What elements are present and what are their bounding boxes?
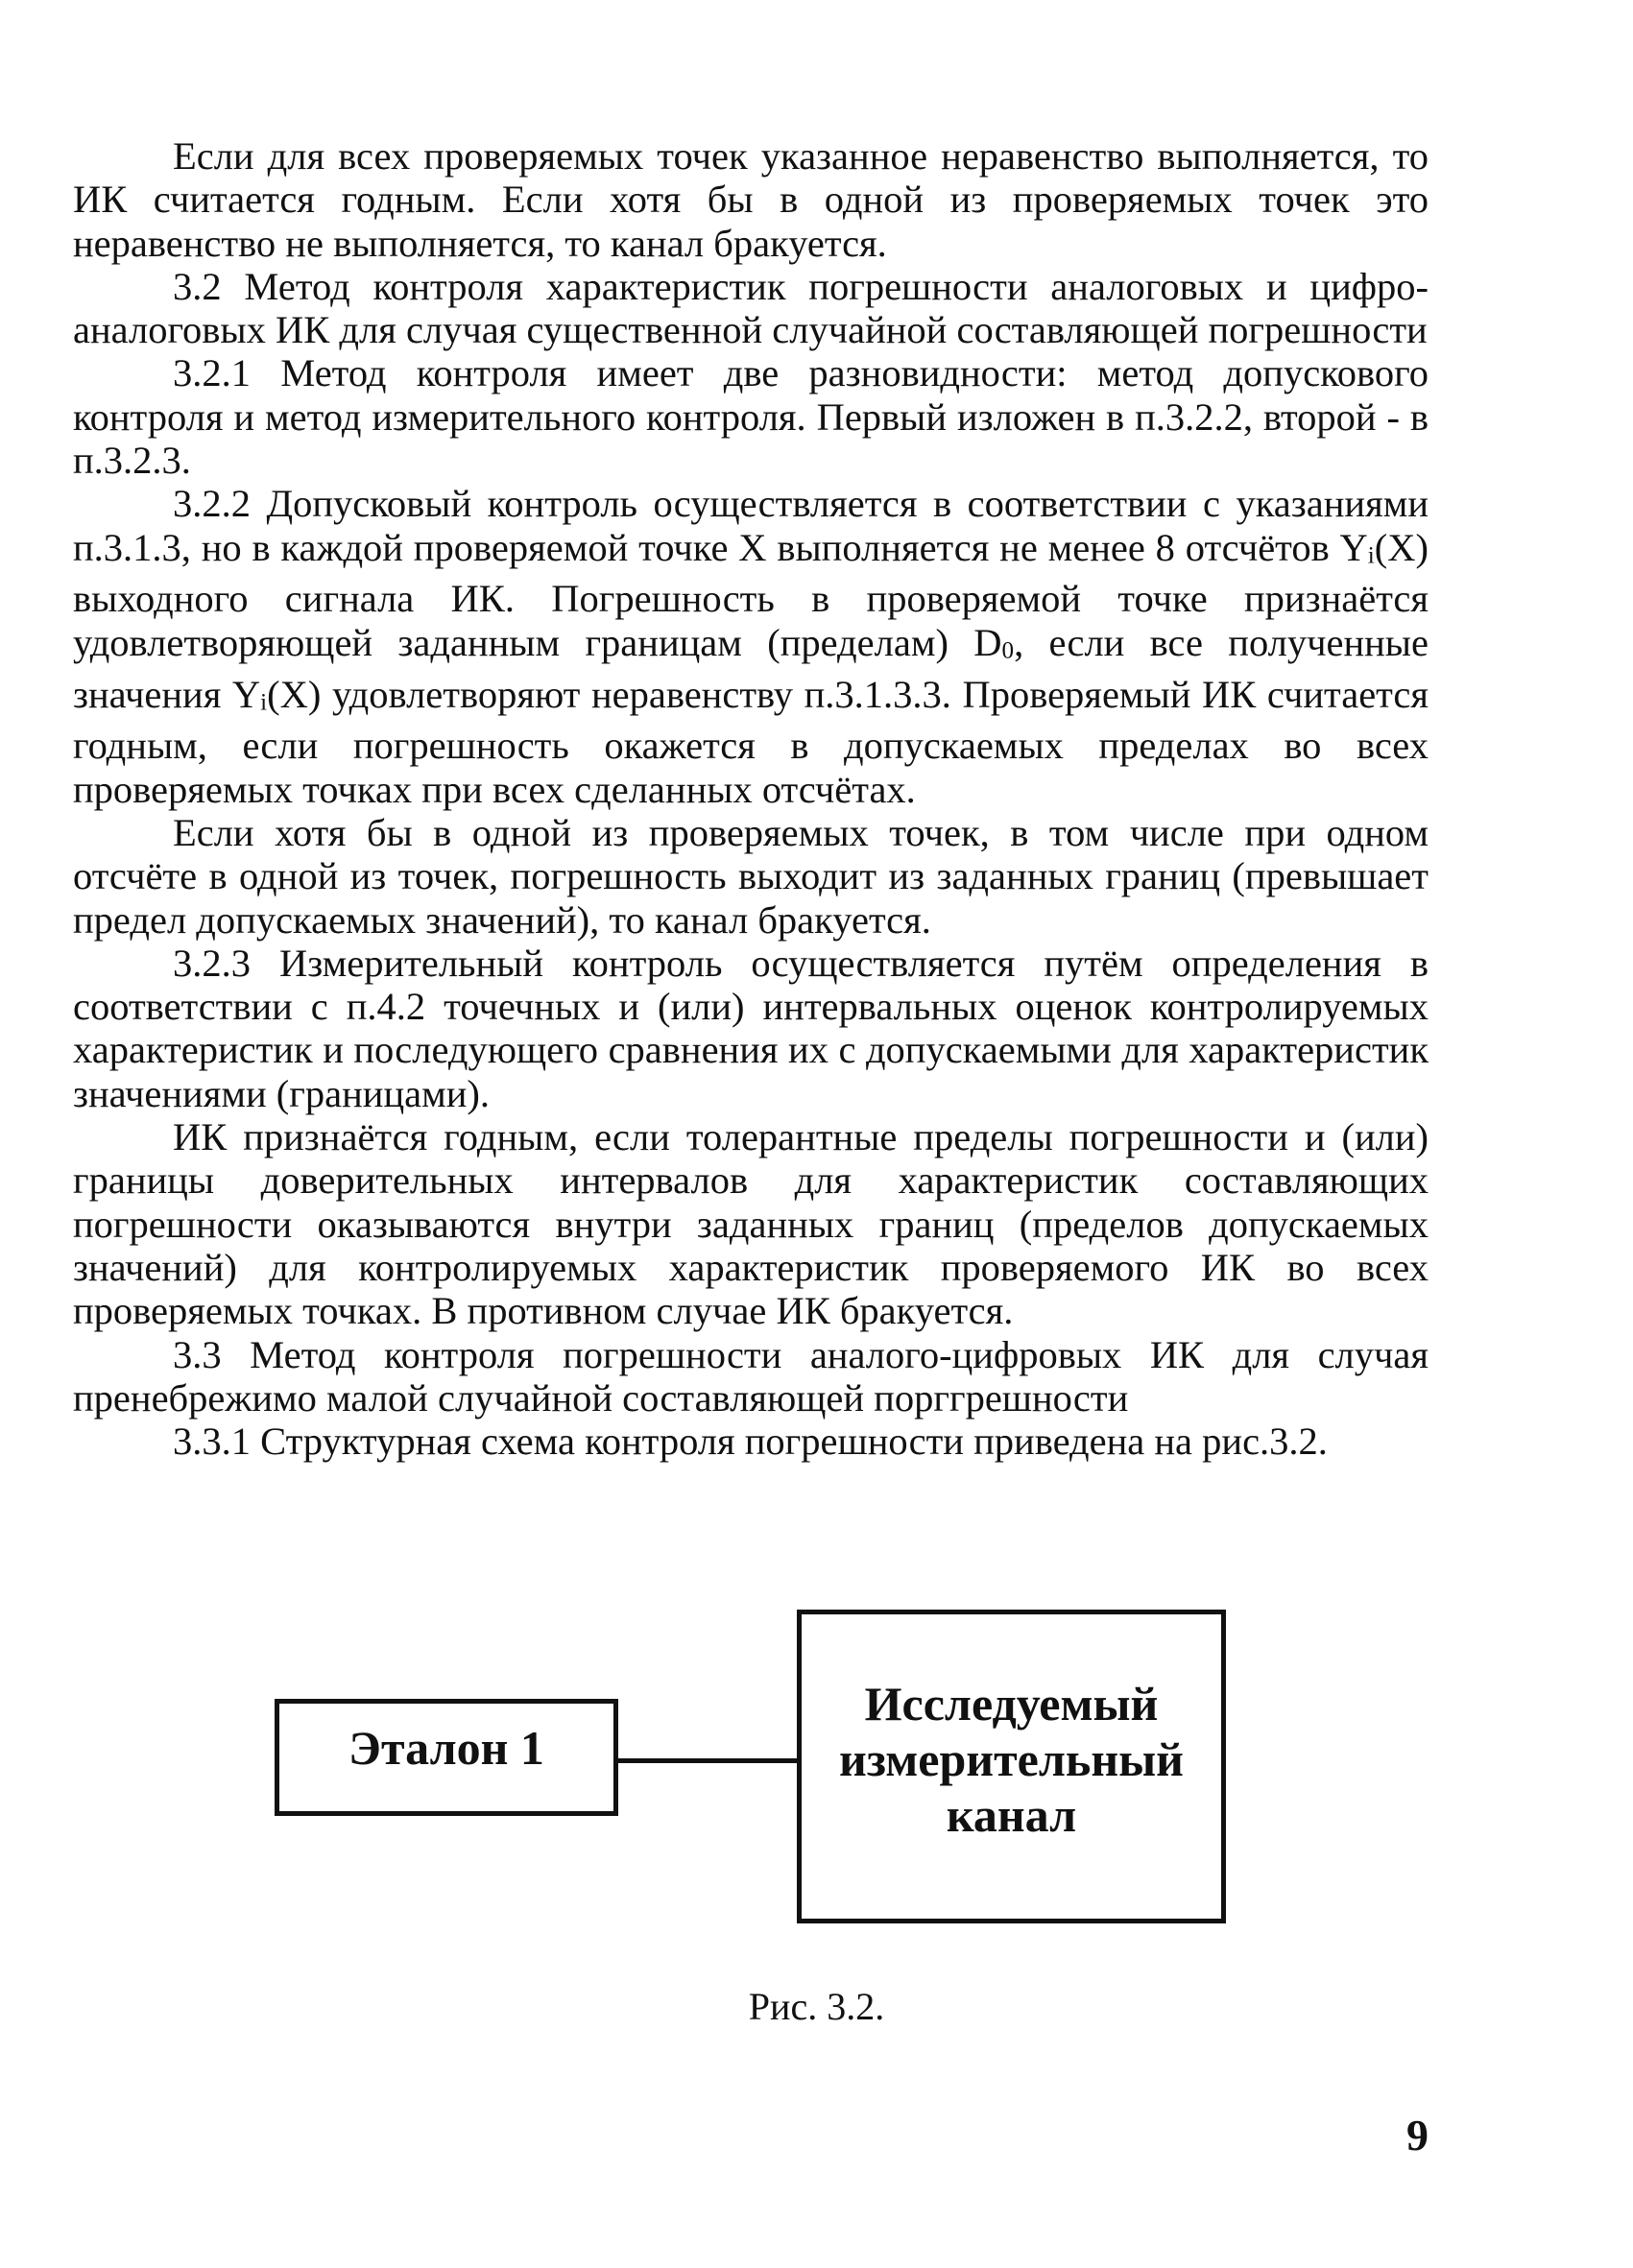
paragraph-3-2-2 bbox=[73, 482, 1429, 811]
paragraph-3-2-2-part1: 3.2.2 Допусковый контроль осуществляется в соответствии с указаниями п.3.1.3, но в каждой проверяемой точке X выполняется не менее 8 отсчётов Y bbox=[73, 482, 1429, 569]
paragraph-3-2-2-part3: , если все полученные значения Y bbox=[73, 620, 1429, 716]
subscript-0: 0 bbox=[1001, 637, 1015, 664]
connector-line bbox=[618, 1758, 797, 1763]
paragraph-inequality-result: Если для всех проверяемых точек указанное неравенство выполняется, то ИК считается годным. Если хотя бы в одной из проверяемых точек это неравенство не выполняется, то канал бракуется. bbox=[73, 134, 1429, 265]
channel-label-line-1: Исследуемый bbox=[864, 1676, 1159, 1731]
figure-caption: Рис. 3.2. bbox=[748, 1985, 885, 2028]
etalon-label: Эталон 1 bbox=[348, 1721, 544, 1775]
etalon-box bbox=[275, 1699, 618, 1816]
body-text bbox=[73, 134, 1429, 1463]
measuring-channel-label bbox=[839, 1676, 1184, 1843]
page-number: 9 bbox=[1406, 2111, 1429, 2160]
paragraph-3-2-3: 3.2.3 Измерительный контроль осуществляется путём определения в соответствии с п.4.2 точечных и (или) интервальных оценок контролируемых характеристик и последующего сравнения их с допускаемыми для характеристик значениями (границами). bbox=[73, 941, 1429, 1115]
heading-3-2: 3.2 Метод контроля характеристик погрешности аналоговых и цифро-аналоговых ИК для случая существенной случайной составляющей погрешности bbox=[73, 264, 1429, 352]
subscript-i-2: i bbox=[260, 689, 268, 716]
measuring-channel-box bbox=[797, 1610, 1226, 1923]
paragraph-3-2-1: 3.2.1 Метод контроля имеет две разновидности: метод допускового контроля и метод измерительного контроля. Первый изложен в п.3.2.2, второй - в п.3.2.3. bbox=[73, 351, 1429, 483]
paragraph-3-3-1: 3.3.1 Структурная схема контроля погрешности приведена на рис.3.2. bbox=[173, 1420, 1328, 1464]
paragraph-3-2-2-part4: (X) удовлетворяют неравенству п.3.1.3.3. Проверяемый ИК считается годным, если погрешность окажется в допускаемых пределах во всех проверяемых точках при всех сделанных отсчётах. bbox=[73, 672, 1429, 811]
paragraph-3-2-2-part2: (X) выходного сигнала ИК. Погрешность в проверяемой точке признаётся удовлетворяющей заданным границам (пределам) D bbox=[73, 525, 1429, 664]
heading-3-3: 3.3 Метод контроля погрешности аналого-цифровых ИК для случая пренебрежимо малой случайной составляющей порггрешности bbox=[73, 1332, 1429, 1420]
channel-label-line-3: канал bbox=[946, 1787, 1077, 1842]
paragraph-accept-condition: ИК признаётся годным, если толерантные пределы погрешности и (или) границы доверительных интервалов для характеристик составляющих погрешности оказываются внутри заданных границ (пределов допускаемых значений) для контролируемых характеристик проверяемого ИК во всех проверяемых точках. В противном случае ИК бракуется. bbox=[73, 1115, 1429, 1333]
channel-label-line-2: измерительный bbox=[839, 1731, 1184, 1786]
paragraph-reject-condition: Если хотя бы в одной из проверяемых точек, в том числе при одном отсчёте в одной из точек, погрешность выходит из заданных границ (превышает предел допускаемых значений), то канал бракуется. bbox=[73, 810, 1429, 942]
subscript-i-1: i bbox=[1367, 542, 1375, 569]
